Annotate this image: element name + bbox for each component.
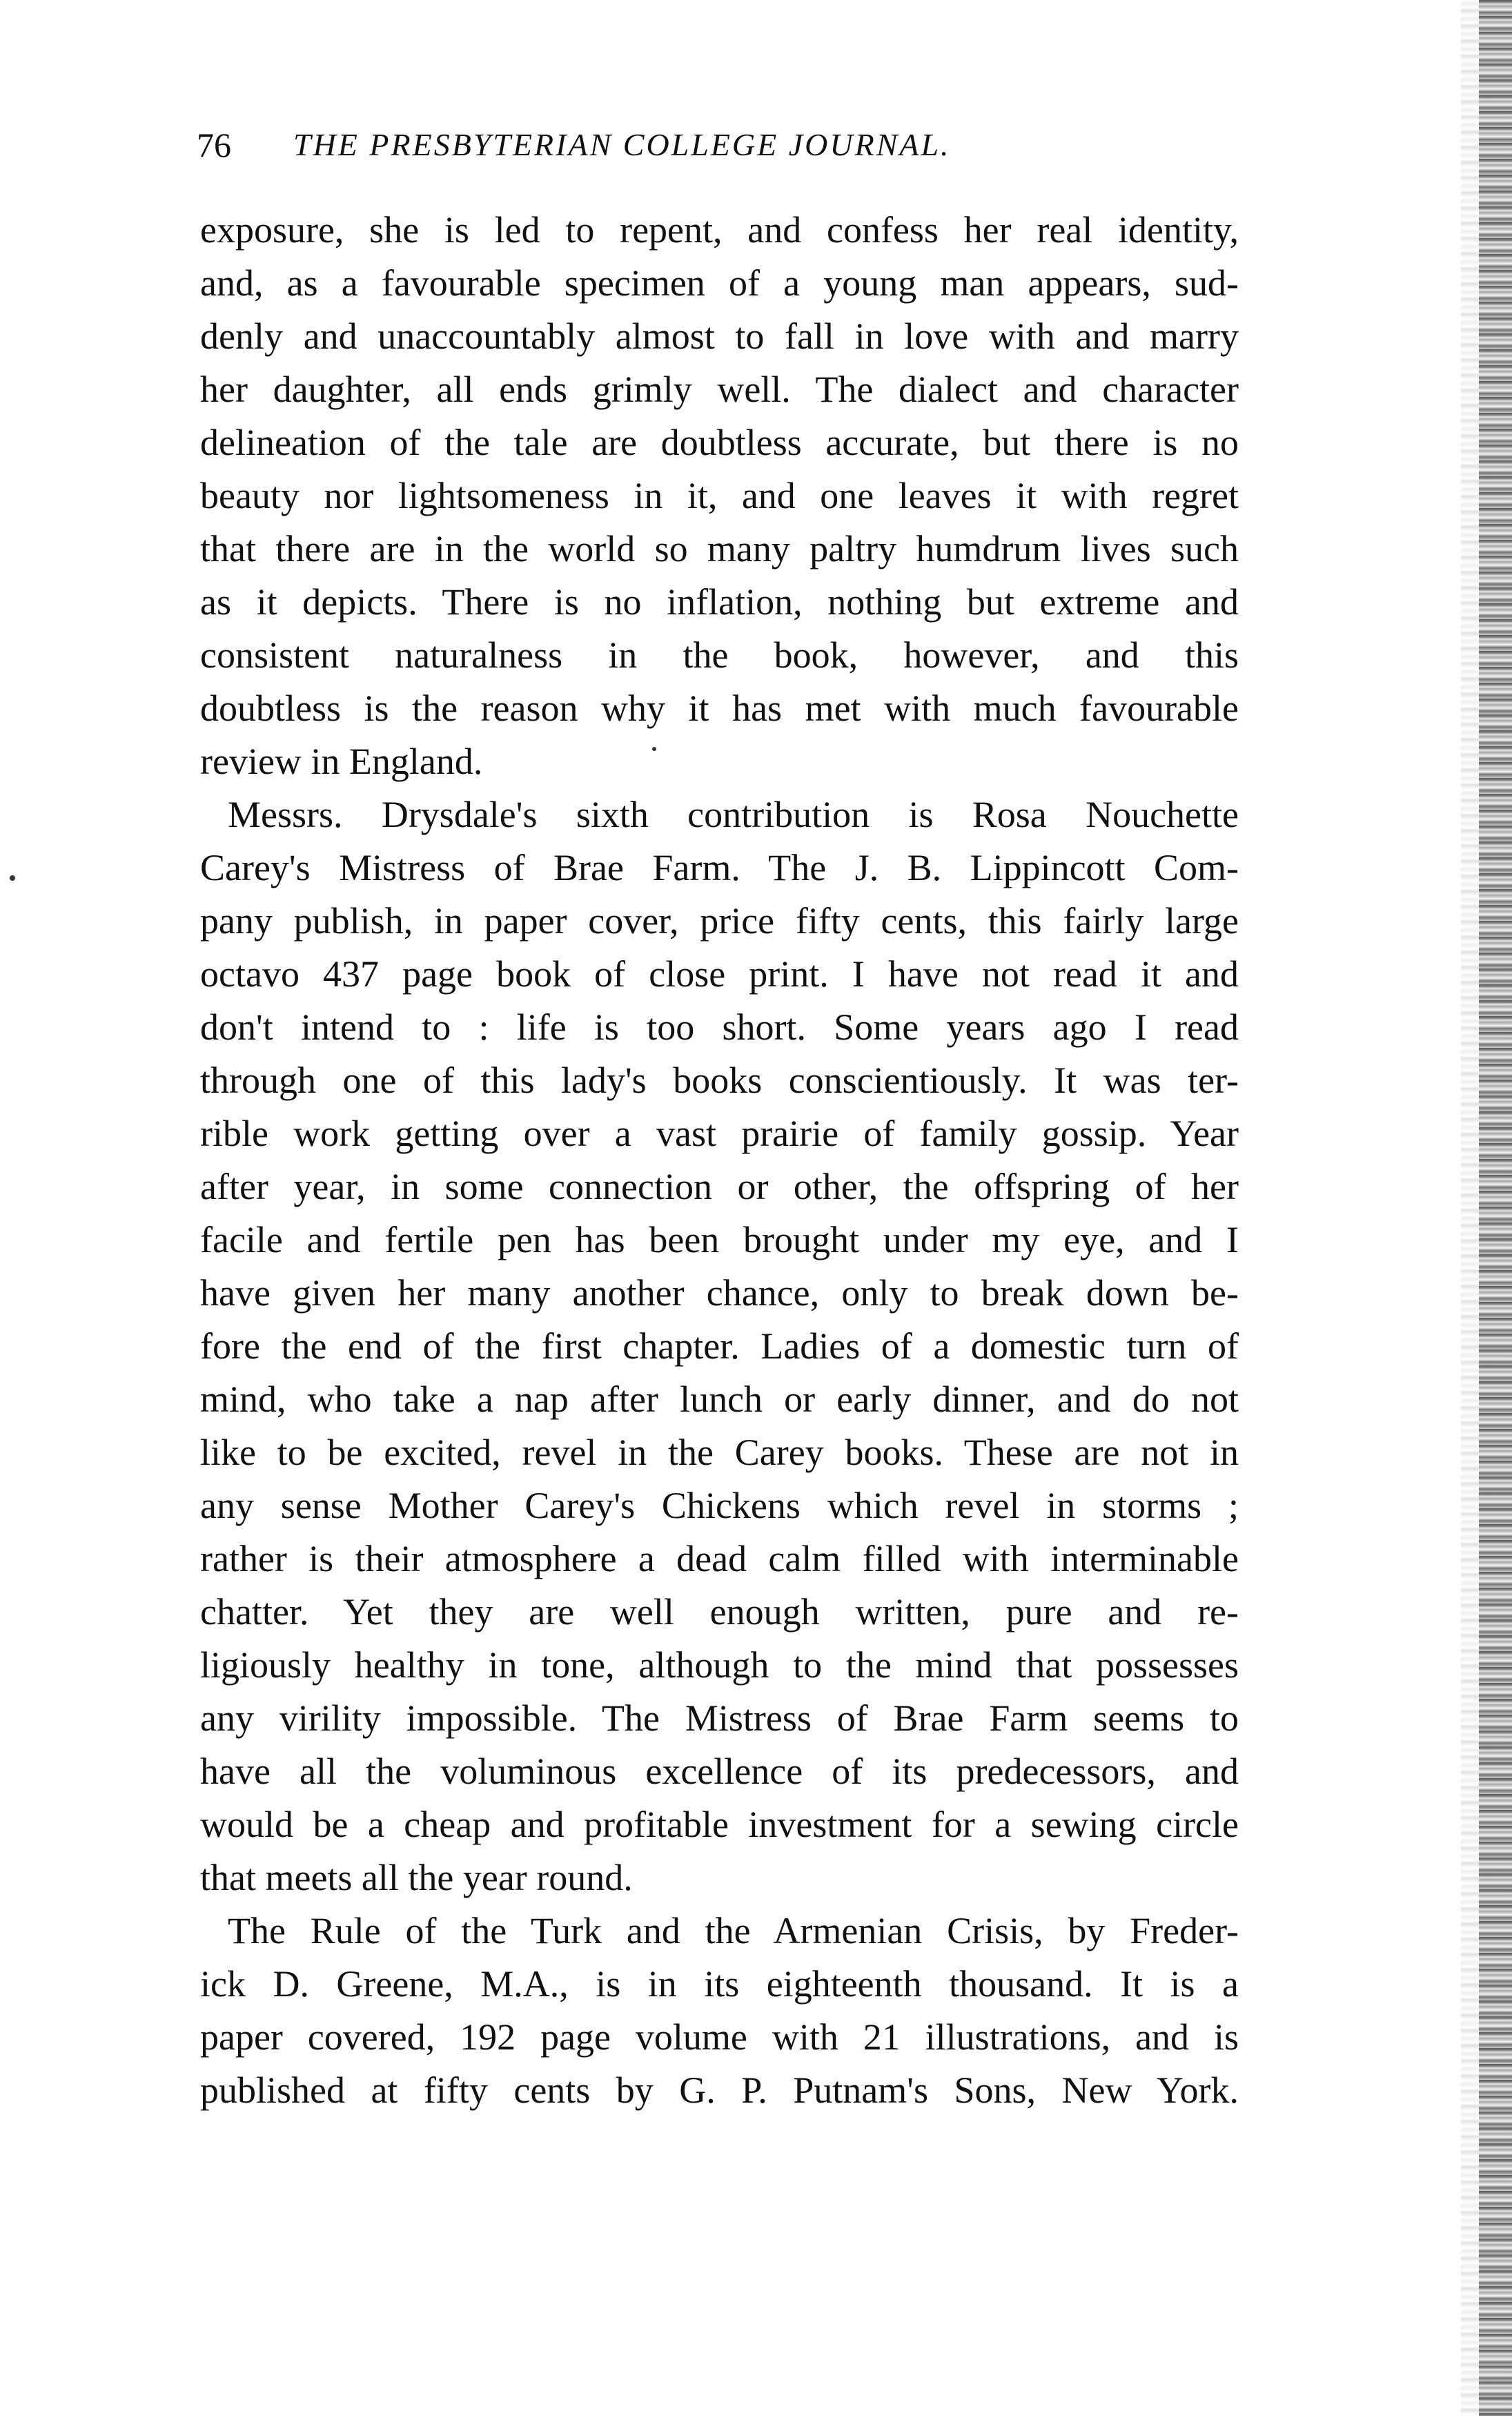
text-line: chatter. Yet they are well enough written, pure and re- — [200, 1591, 1239, 1633]
text-line: have all the voluminous excellence of its predecessors, and — [200, 1751, 1239, 1792]
scan-edge-shadow — [1461, 0, 1479, 2416]
page-header — [197, 117, 1246, 173]
text-line: any sense Mother Carey's Chickens which revel in storms ; — [200, 1485, 1239, 1526]
text-line: fore the end of the first chapter. Ladies of a domestic turn of — [200, 1325, 1239, 1367]
page-number: 76 — [197, 126, 231, 164]
text-line: review in England. — [200, 741, 483, 782]
text-line: pany publish, in paper cover, price fifty cents, this fairly large — [200, 900, 1239, 942]
text-line: like to be excited, revel in the Carey books. These are not in — [200, 1432, 1239, 1473]
text-line: as it depicts. There is no inflation, nothing but extreme and — [200, 581, 1239, 623]
text-line: denly and unaccountably almost to fall in love with and marry — [200, 315, 1239, 357]
text-line: octavo 437 page book of close print. I have not read it and — [200, 953, 1239, 995]
text-line: her daughter, all ends grimly well. The dialect and character — [200, 369, 1239, 410]
text-line: The Rule of the Turk and the Armenian Crisis, by Freder- — [228, 1910, 1239, 1951]
text-line: have given her many another chance, only to break down be- — [200, 1272, 1239, 1314]
text-line: published at fifty cents by G. P. Putnam's Sons, New York. — [200, 2069, 1239, 2111]
text-line: that there are in the world so many paltry humdrum lives such — [200, 528, 1239, 569]
body-text — [200, 204, 1239, 2117]
text-line: delineation of the tale are doubtless accurate, but there is no — [200, 422, 1239, 463]
text-line: Carey's Mistress of Brae Farm. The J. B. Lippincott Com- — [200, 847, 1239, 888]
text-line: ick D. Greene, M.A., is in its eighteenth thousand. It is a — [200, 1963, 1239, 2005]
paragraph-3 — [200, 1904, 1239, 2117]
text-line: would be a cheap and profitable investment for a sewing circle — [200, 1804, 1239, 1845]
text-line: paper covered, 192 page volume with 21 illustrations, and is — [200, 2016, 1239, 2058]
text-line: facile and fertile pen has been brought under my eye, and I — [200, 1219, 1239, 1260]
text-line: don't intend to : life is too short. Some years ago I read — [200, 1006, 1239, 1048]
running-title: THE PRESBYTERIAN COLLEGE JOURNAL. — [293, 127, 951, 162]
text-line: doubtless is the reason why it has met with much favourable — [200, 688, 1239, 729]
text-line: rible work getting over a vast prairie of family gossip. Year — [200, 1113, 1239, 1154]
paragraph-1 — [200, 204, 1239, 788]
paragraph-2 — [200, 788, 1239, 1904]
text-line: consistent naturalness in the book, however, and this — [200, 634, 1239, 676]
scan-edge — [1479, 0, 1512, 2416]
text-line: through one of this lady's books conscientiously. It was ter- — [200, 1060, 1239, 1101]
scan-speck — [652, 747, 656, 751]
text-line: beauty nor lightsomeness in it, and one leaves it with regret — [200, 475, 1239, 516]
text-line: exposure, she is led to repent, and confess her real identity, — [200, 209, 1239, 251]
text-line: ligiously healthy in tone, although to the mind that possesses — [200, 1644, 1239, 1686]
text-line: Messrs. Drysdale's sixth contribution is Rosa Nouchette — [228, 794, 1239, 835]
text-line: any virility impossible. The Mistress of Brae Farm seems to — [200, 1697, 1239, 1739]
text-line: rather is their atmosphere a dead calm filled with interminable — [200, 1538, 1239, 1579]
text-line: mind, who take a nap after lunch or early dinner, and do not — [200, 1379, 1239, 1420]
text-line: and, as a favourable specimen of a young man appears, sud- — [200, 262, 1239, 304]
scan-speck — [10, 875, 15, 881]
text-line: that meets all the year round. — [200, 1857, 633, 1898]
text-line: after year, in some connection or other, the offspring of her — [200, 1166, 1239, 1207]
